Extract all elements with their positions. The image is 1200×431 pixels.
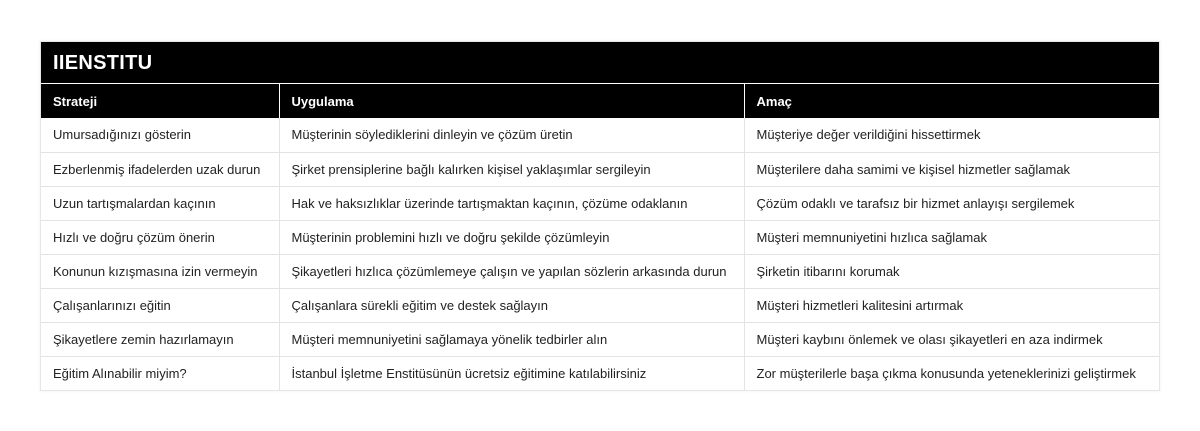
strategy-table-card	[40, 41, 1160, 391]
cell-strategy: Ezberlenmiş ifadelerden uzak durun	[41, 152, 279, 186]
cell-application: İstanbul İşletme Enstitüsünün ücretsiz eğitimine katılabilirsiniz	[279, 356, 744, 390]
cell-strategy: Eğitim Alınabilir miyim?	[41, 356, 279, 390]
cell-goal: Müşteriye değer verildiğini hissettirmek	[744, 118, 1159, 152]
brand-title: IIENSTITU	[41, 42, 1159, 84]
cell-goal: Zor müşterilerle başa çıkma konusunda yeteneklerinizi geliştirmek	[744, 356, 1159, 390]
column-header-application: Uygulama	[279, 84, 744, 118]
table-header-row	[41, 84, 1159, 118]
cell-strategy: Umursadığınızı gösterin	[53, 127, 192, 143]
cell-strategy: Şikayetlere zemin hazırlamayın	[41, 322, 279, 356]
cell-goal: Müşteri memnuniyetini hızlıca sağlamak	[744, 220, 1159, 254]
table-row	[41, 322, 1159, 356]
cell-application: Çalışanlara sürekli eğitim ve destek sağlayın	[279, 288, 744, 322]
cell-strategy: Konunun kızışmasına izin vermeyin	[41, 254, 279, 288]
cell-goal: Müşteri hizmetleri kalitesini artırmak	[744, 288, 1159, 322]
table-row	[41, 220, 1159, 254]
table-row	[41, 356, 1159, 390]
table-row	[41, 118, 1159, 152]
cell-strategy: Çalışanlarınızı eğitin	[41, 288, 279, 322]
cell-goal: Müşteri kaybını önlemek ve olası şikayetleri en aza indirmek	[744, 322, 1159, 356]
cell-application: Şirket prensiplerine bağlı kalırken kişisel yaklaşımlar sergileyin	[279, 152, 744, 186]
cell-application: Hak ve haksızlıklar üzerinde tartışmaktan kaçının, çözüme odaklanın	[279, 186, 744, 220]
cell-application: Şikayetleri hızlıca çözümlemeye çalışın ve yapılan sözlerin arkasında durun	[279, 254, 744, 288]
cell-goal: Şirketin itibarını korumak	[744, 254, 1159, 288]
cell-application: Müşterinin problemini hızlı ve doğru şekilde çözümleyin	[279, 220, 744, 254]
table-row	[41, 288, 1159, 322]
table-row	[41, 152, 1159, 186]
table-row	[41, 186, 1159, 220]
column-header-strategy: Strateji	[41, 84, 279, 118]
cell-application: Müşteri memnuniyetini sağlamaya yönelik tedbirler alın	[279, 322, 744, 356]
table-row	[41, 254, 1159, 288]
cell-goal: Müşterilere daha samimi ve kişisel hizmetler sağlamak	[744, 152, 1159, 186]
cell-strategy: Uzun tartışmalardan kaçının	[41, 186, 279, 220]
strategy-table	[41, 84, 1159, 390]
cell-strategy: Hızlı ve doğru çözüm önerin	[41, 220, 279, 254]
cell-goal: Çözüm odaklı ve tarafsız bir hizmet anlayışı sergilemek	[744, 186, 1159, 220]
column-header-goal: Amaç	[744, 84, 1159, 118]
cell-application: Müşterinin söylediklerini dinleyin ve çözüm üretin	[279, 118, 744, 152]
